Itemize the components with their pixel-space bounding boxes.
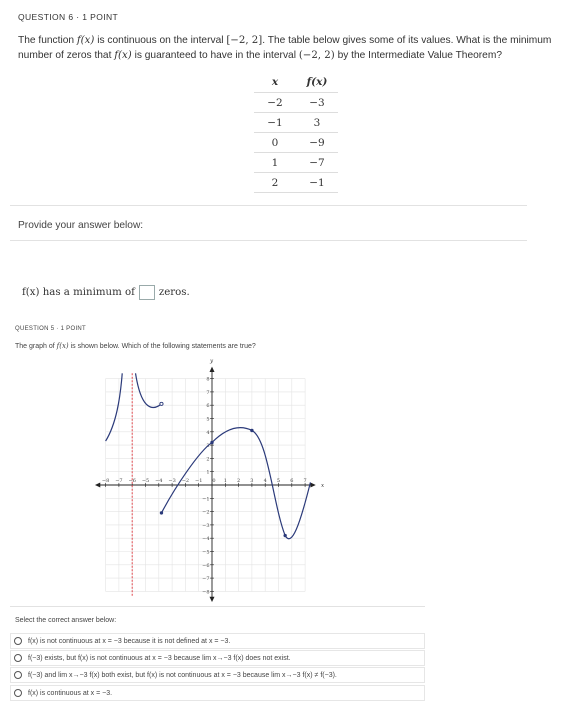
- left-branch: [106, 373, 123, 441]
- x-axis-label: x: [321, 483, 325, 489]
- divider: [10, 205, 527, 206]
- closed-point: [210, 441, 213, 444]
- y-tick-label: 8: [206, 376, 210, 383]
- table-row: 2 −1: [254, 173, 338, 193]
- y-tick-label: −3: [202, 522, 210, 529]
- x-tick-label: 1: [223, 478, 227, 484]
- closed-point: [160, 511, 163, 514]
- x-tick-label: −7: [115, 478, 123, 484]
- x-tick-label: 5: [276, 478, 281, 484]
- y-tick-label: 3: [206, 443, 210, 450]
- option-c[interactable]: f(−3) and lim x→−3 f(x) both exist, but f(x) is not continuous at x = −3 because lim x→−3 f(x) ≠ f(−3).: [10, 667, 425, 683]
- closed-point: [283, 534, 286, 537]
- x-tick-label: 3: [250, 478, 254, 484]
- x-tick-label: 4: [263, 478, 267, 484]
- x-arrow: [95, 483, 100, 488]
- x-tick-label: −2: [181, 478, 190, 484]
- x-tick-label: −5: [141, 478, 150, 484]
- values-table: [254, 72, 338, 193]
- answer-prefix: f(x) has a minimum of: [22, 287, 135, 298]
- select-label: Select the correct answer below:: [15, 617, 117, 624]
- table-row: 1 −7: [254, 153, 338, 173]
- radio-button[interactable]: [14, 654, 22, 662]
- x-tick-label: −6: [128, 478, 136, 484]
- radio-button[interactable]: [14, 637, 22, 645]
- table-row: 0 −9: [254, 133, 338, 153]
- answer-input[interactable]: [139, 285, 155, 300]
- x-tick-label: 7: [303, 478, 307, 484]
- x-tick-label: −8: [101, 478, 110, 484]
- x-tick-label: 2: [237, 478, 241, 484]
- table-row: −2 −3: [254, 93, 338, 113]
- function-graph: [90, 356, 340, 602]
- y-tick-label: 2: [206, 456, 210, 463]
- x-tick-label: 6: [290, 478, 294, 484]
- y-tick-label: 6: [206, 403, 210, 410]
- question-6-label: QUESTION 6 · 1 POINT: [18, 12, 119, 22]
- question-6-text: The function f(x) is continuous on the interval [−2, 2]. The table below gives some of its values. What is the minimum number of zeros that f(x) is guaranteed to have in the interval (−2, 2) by the Intermediate Value Theorem?: [18, 35, 552, 61]
- x-tick-label: −3: [168, 478, 176, 484]
- y-tick-label: −5: [202, 549, 210, 556]
- x-tick-label: −4: [155, 478, 163, 484]
- y-tick-label: −8: [202, 589, 210, 596]
- y-arrow: [210, 597, 215, 602]
- y-tick-label: 4: [206, 429, 210, 436]
- answer-suffix: zeros.: [158, 287, 190, 298]
- divider: [10, 606, 425, 607]
- table-header-fx: f(x): [296, 72, 338, 93]
- y-arrow: [210, 367, 215, 372]
- table-header-x: x: [254, 72, 296, 93]
- y-axis-label: y: [210, 358, 214, 365]
- answer-prompt: Provide your answer below:: [18, 220, 144, 231]
- option-d[interactable]: f(x) is continuous at x = −3.: [10, 685, 425, 701]
- table-row: −1 3: [254, 113, 338, 133]
- question-5-label: QUESTION 5 · 1 POINT: [15, 326, 87, 332]
- open-point: [160, 402, 163, 405]
- x-tick-label: 0: [212, 478, 216, 484]
- radio-button[interactable]: [14, 671, 22, 679]
- answer-row: [22, 285, 190, 300]
- y-tick-label: 1: [206, 469, 210, 476]
- y-tick-label: −7: [202, 576, 210, 583]
- question-5-text: The graph of f(x) is shown below. Which of the following statements are true?: [15, 342, 256, 350]
- option-a[interactable]: f(x) is not continuous at x = −3 because it is not defined at x = −3.: [10, 633, 425, 649]
- divider: [10, 240, 527, 241]
- y-tick-label: −1: [202, 496, 210, 503]
- y-tick-label: −4: [202, 536, 210, 543]
- y-tick-label: 5: [206, 416, 210, 423]
- x-tick-label: −1: [195, 478, 203, 484]
- y-tick-label: −6: [202, 562, 210, 569]
- radio-button[interactable]: [14, 689, 22, 697]
- y-tick-label: 7: [206, 389, 210, 396]
- y-tick-label: −2: [202, 509, 210, 516]
- option-b[interactable]: f(−3) exists, but f(x) is not continuous at x = −3 because lim x→−3 f(x) does not exist.: [10, 650, 425, 666]
- x-arrow: [310, 483, 315, 488]
- closed-point: [250, 429, 253, 432]
- graph-axes: [95, 359, 325, 602]
